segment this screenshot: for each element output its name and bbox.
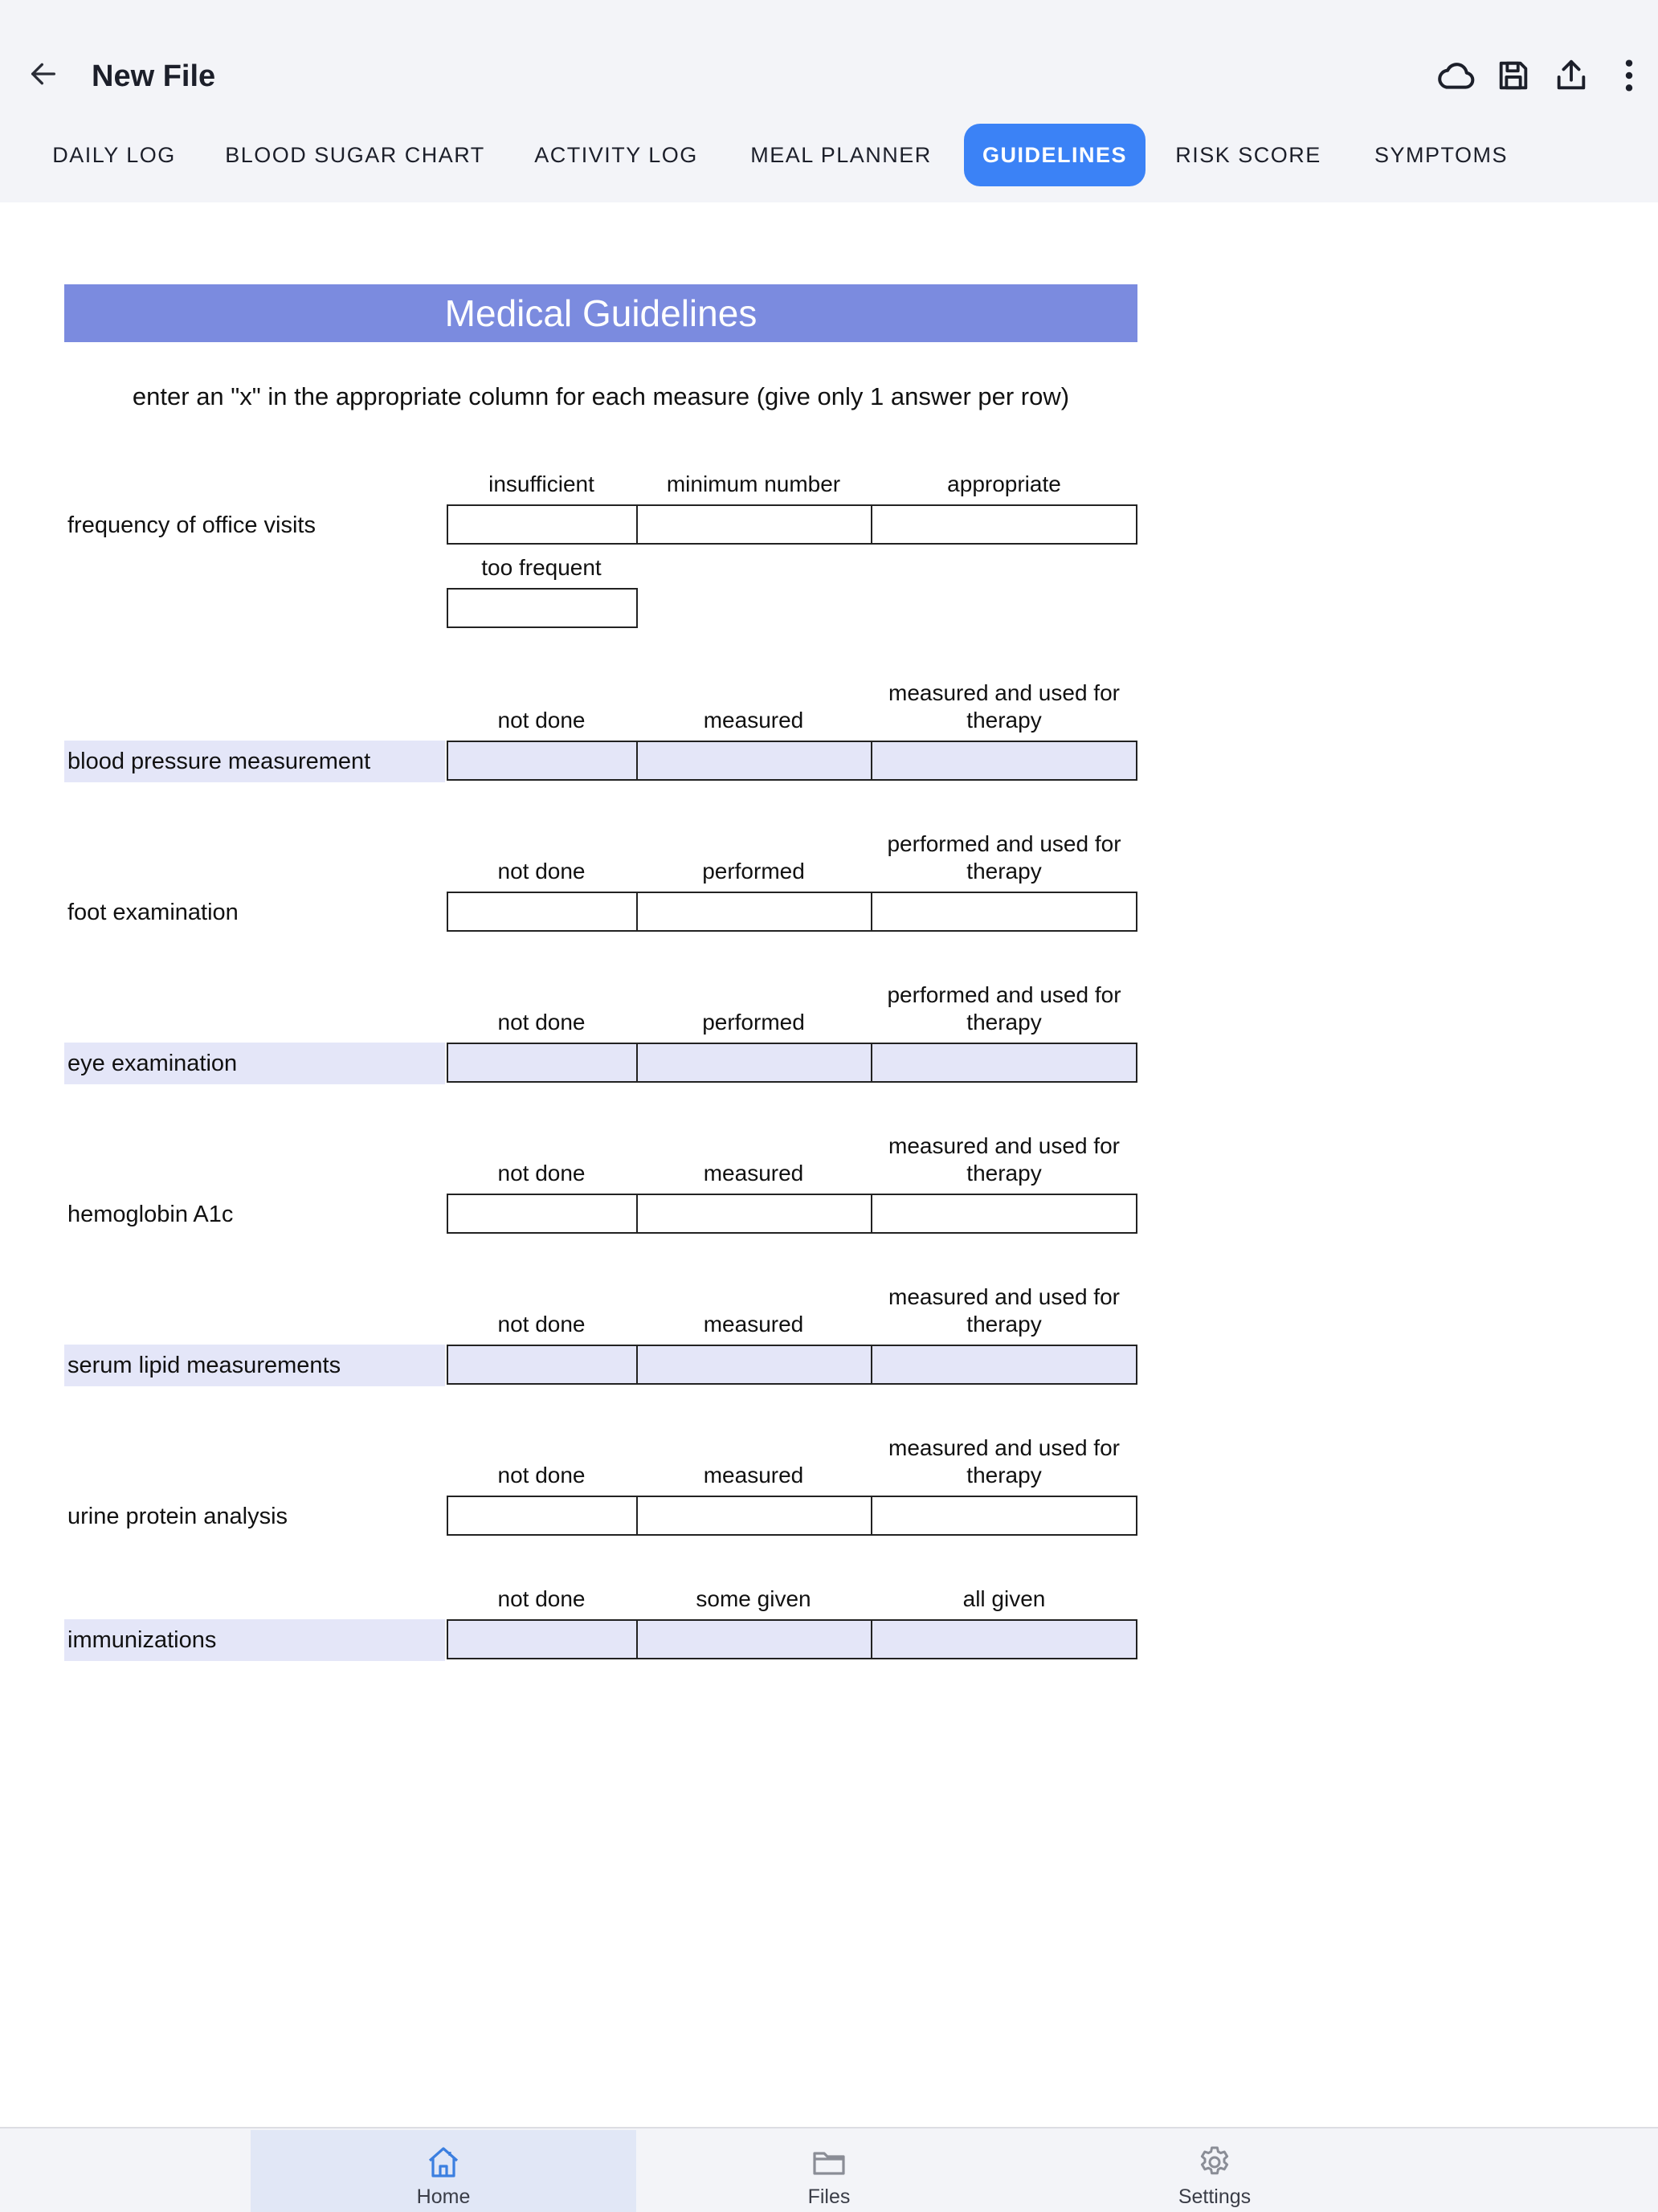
answer-cell-not-done[interactable] <box>447 1619 638 1659</box>
answer-cell-used-for-therapy[interactable] <box>871 1043 1137 1083</box>
answer-cell-measured[interactable] <box>636 1496 872 1536</box>
row-label-urine-protein: urine protein analysis <box>67 1504 288 1529</box>
answer-cell-not-done[interactable] <box>447 1194 638 1234</box>
answer-cell-not-done[interactable] <box>447 1345 638 1385</box>
column-header: minimum number <box>666 471 841 496</box>
cloud-icon <box>1434 54 1477 97</box>
tab-activity-log[interactable]: ACTIVITY LOG <box>534 143 698 167</box>
answer-cell-used-for-therapy[interactable] <box>871 1345 1137 1385</box>
row-label-eye-exam: eye examination <box>67 1051 238 1076</box>
column-header: too frequent <box>481 555 602 580</box>
top-app-bar <box>0 0 1658 202</box>
column-header: measured <box>703 1161 804 1186</box>
column-header: not done <box>497 1010 586 1035</box>
column-header: not done <box>497 859 586 884</box>
nav-settings[interactable] <box>1022 2130 1407 2212</box>
nav-home[interactable] <box>251 2130 636 2212</box>
sheet-tabs <box>0 122 1658 188</box>
tab-daily-log[interactable]: DAILY LOG <box>52 143 176 167</box>
answer-cell-appropriate[interactable] <box>871 504 1137 545</box>
column-header: measured <box>703 1463 804 1488</box>
column-header: performed and used for therapy <box>887 831 1121 884</box>
answer-cell-not-done[interactable] <box>447 741 638 781</box>
nav-files-label: Files <box>807 2185 851 2208</box>
column-header: measured <box>703 1312 804 1337</box>
back-arrow-icon <box>27 58 59 90</box>
answer-cell-not-done[interactable] <box>447 1496 638 1536</box>
column-header: some given <box>696 1586 811 1611</box>
column-header: all given <box>962 1586 1046 1611</box>
back-button[interactable] <box>19 50 67 98</box>
column-header: not done <box>497 1312 586 1337</box>
answer-cell-insufficient[interactable] <box>447 504 638 545</box>
share-button[interactable] <box>1546 50 1597 101</box>
answer-cell-minimum-number[interactable] <box>636 504 872 545</box>
tab-symptoms[interactable]: SYMPTOMS <box>1374 143 1509 167</box>
tab-guidelines[interactable]: GUIDELINES <box>964 124 1145 186</box>
answer-cell-used-for-therapy[interactable] <box>871 892 1137 932</box>
answer-cell-used-for-therapy[interactable] <box>871 1194 1137 1234</box>
column-header: performed <box>702 859 805 884</box>
answer-cell-too-frequent[interactable] <box>447 588 638 628</box>
instructions-text: enter an "x" in the appropriate column for each measure (give only 1 answer per row) <box>132 382 1070 410</box>
column-header: performed and used for therapy <box>887 982 1121 1035</box>
answer-cell-used-for-therapy[interactable] <box>871 741 1137 781</box>
sheet-title: Medical Guidelines <box>64 284 1137 342</box>
answer-cell-measured[interactable] <box>636 741 872 781</box>
folder-icon <box>810 2143 848 2181</box>
cloud-button[interactable] <box>1430 50 1481 101</box>
column-header: not done <box>497 1586 586 1611</box>
more-options-button[interactable] <box>1603 50 1655 101</box>
row-label-foot-exam: foot examination <box>67 900 239 925</box>
nav-home-label: Home <box>416 2185 471 2208</box>
column-header: measured and used for therapy <box>888 1133 1120 1186</box>
column-header: not done <box>497 708 586 733</box>
answer-cell-measured[interactable] <box>636 1345 872 1385</box>
tab-risk-score[interactable]: RISK SCORE <box>1175 143 1321 167</box>
column-header: appropriate <box>947 471 1061 496</box>
answer-cell-measured[interactable] <box>636 1194 872 1234</box>
column-header: measured and used for therapy <box>888 1284 1120 1337</box>
column-header: measured <box>703 708 804 733</box>
row-label-office-visits: frequency of office visits <box>67 512 316 538</box>
row-label-serum-lipid: serum lipid measurements <box>67 1353 341 1378</box>
nav-settings-label: Settings <box>1178 2185 1252 2208</box>
tab-blood-sugar-chart[interactable]: BLOOD SUGAR CHART <box>225 143 485 167</box>
answer-cell-used-for-therapy[interactable] <box>871 1496 1137 1536</box>
nav-files[interactable] <box>636 2130 1022 2212</box>
answer-cell-all-given[interactable] <box>871 1619 1137 1659</box>
guidelines-sheet <box>0 202 1658 2127</box>
save-button[interactable] <box>1488 50 1539 101</box>
home-icon <box>424 2143 463 2181</box>
column-header: insufficient <box>488 471 594 496</box>
more-vertical-icon <box>1621 57 1637 94</box>
save-icon <box>1495 57 1532 94</box>
row-label-hemoglobin-a1c: hemoglobin A1c <box>67 1202 234 1227</box>
column-header: not done <box>497 1161 586 1186</box>
tab-meal-planner[interactable]: MEAL PLANNER <box>750 143 932 167</box>
row-label-blood-pressure: blood pressure measurement <box>67 749 371 774</box>
answer-cell-performed[interactable] <box>636 892 872 932</box>
gear-icon <box>1195 2143 1234 2181</box>
bottom-navigation <box>0 2127 1658 2212</box>
answer-cell-not-done[interactable] <box>447 1043 638 1083</box>
column-header: performed <box>702 1010 805 1035</box>
column-header: not done <box>497 1463 586 1488</box>
file-title: New File <box>92 59 216 93</box>
share-upload-icon <box>1553 57 1590 94</box>
column-header: measured and used for therapy <box>888 680 1120 733</box>
column-header: measured and used for therapy <box>888 1435 1120 1488</box>
answer-cell-performed[interactable] <box>636 1043 872 1083</box>
answer-cell-not-done[interactable] <box>447 892 638 932</box>
answer-cell-some-given[interactable] <box>636 1619 872 1659</box>
row-label-immunizations: immunizations <box>67 1627 217 1653</box>
